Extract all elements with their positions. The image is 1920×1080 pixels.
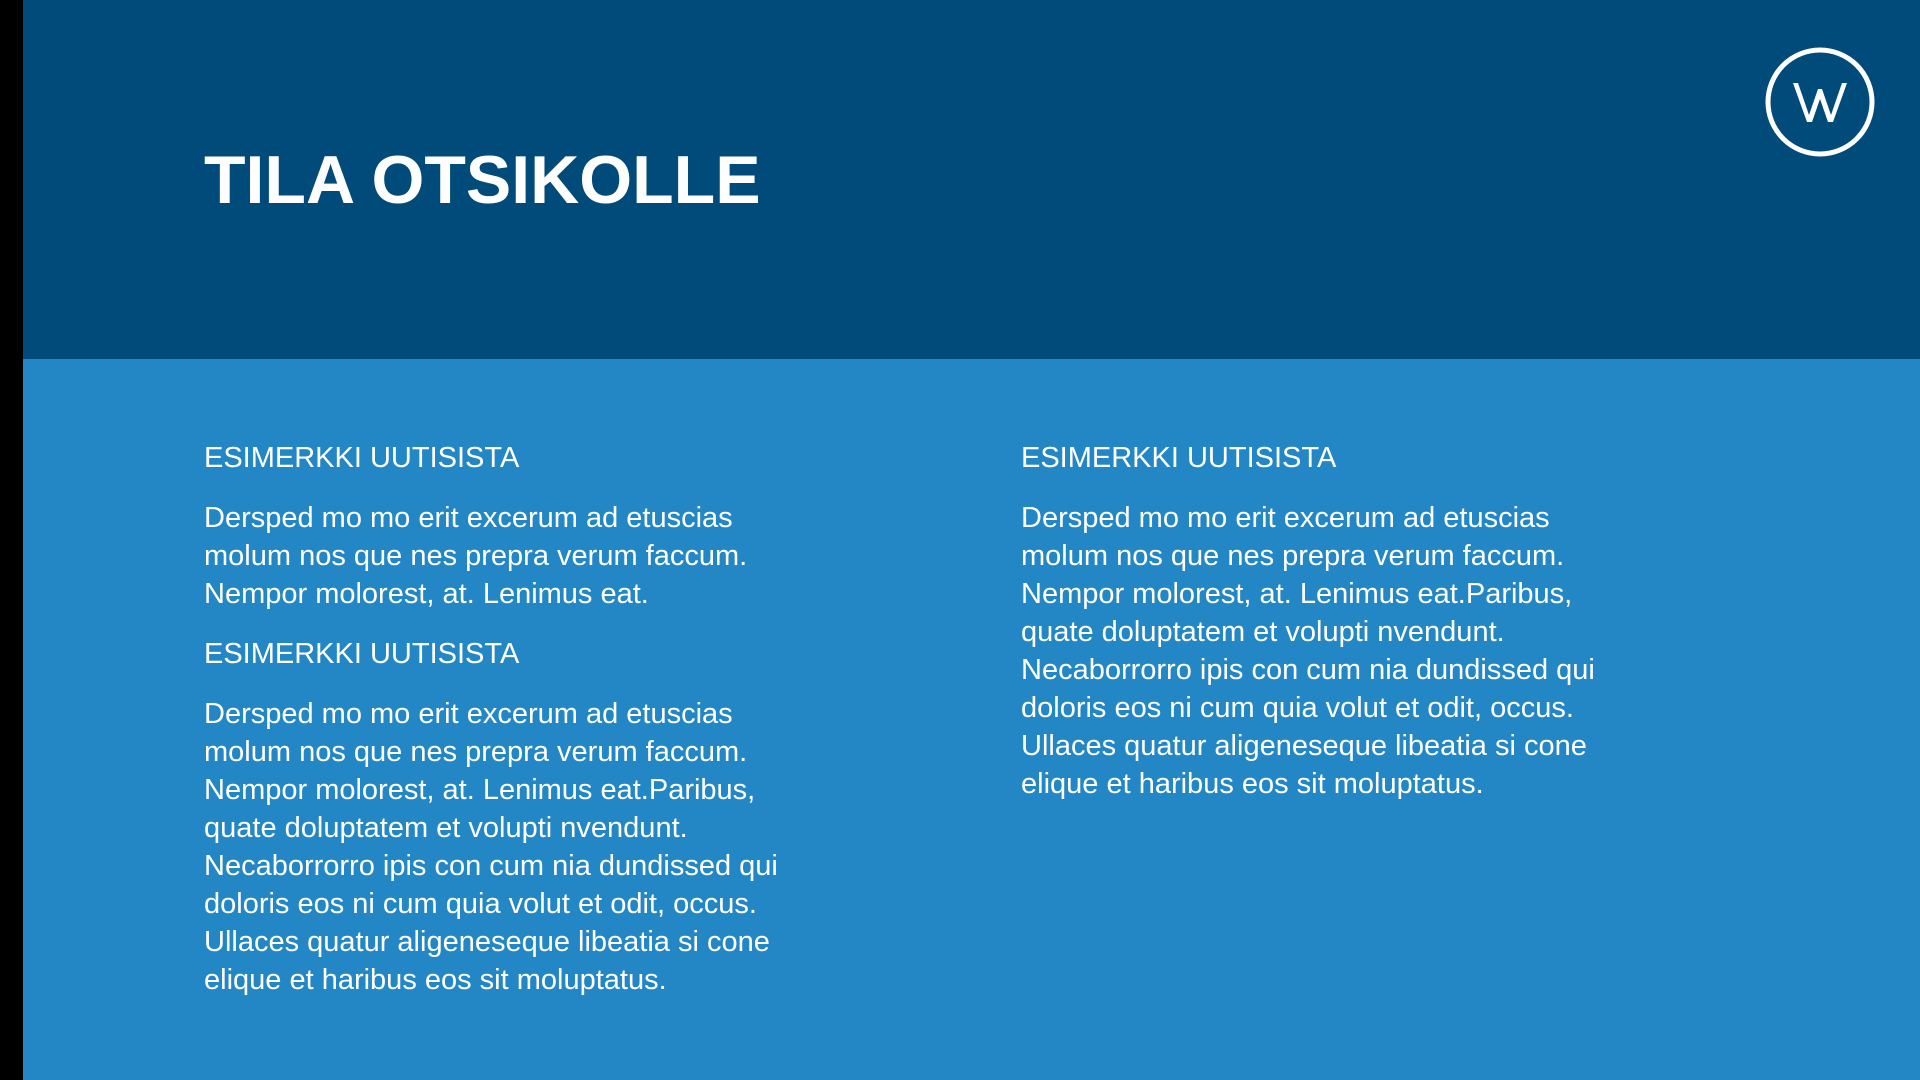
news-text (1021, 499, 1801, 803)
news-text (204, 695, 984, 999)
news-text (204, 499, 984, 613)
left-black-strip (0, 0, 23, 1080)
w-circle-logo-icon (1764, 46, 1876, 158)
text-line: quate doluptatem et volupti nvendunt. (204, 812, 688, 844)
news-item (1021, 434, 1801, 803)
text-line: Ullaces quatur aligeneseque libeatia si cone (1021, 730, 1587, 762)
text-line: molum nos que nes prepra verum faccum. (204, 540, 748, 572)
news-item (204, 630, 984, 999)
text-line: doloris eos ni cum quia volut et odit, occus. (1021, 692, 1574, 724)
text-line: Ullaces quatur aligeneseque libeatia si cone (204, 926, 770, 958)
news-heading: ESIMERKKI UUTISISTA (204, 442, 520, 474)
header-band (23, 0, 1920, 359)
news-heading: ESIMERKKI UUTISISTA (1021, 442, 1337, 474)
text-line: Dersped mo mo erit excerum ad etuscias (204, 502, 733, 534)
text-line: Nempor molorest, at. Lenimus eat. (204, 578, 649, 610)
text-line: Necaborrorro ipis con cum nia dundissed qui (1021, 654, 1595, 686)
text-line: elique et haribus eos sit moluptatus. (204, 964, 667, 996)
text-line: Dersped mo mo erit excerum ad etuscias (204, 698, 733, 730)
text-line: elique et haribus eos sit moluptatus. (1021, 768, 1484, 800)
news-heading: ESIMERKKI UUTISISTA (204, 638, 520, 670)
slide (23, 0, 1920, 1080)
news-column-left (204, 434, 984, 1016)
text-line: Nempor molorest, at. Lenimus eat.Paribus, (1021, 578, 1573, 610)
text-line: doloris eos ni cum quia volut et odit, occus. (204, 888, 757, 920)
text-line: Nempor molorest, at. Lenimus eat.Paribus, (204, 774, 756, 806)
text-line: molum nos que nes prepra verum faccum. (1021, 540, 1565, 572)
text-line: Dersped mo mo erit excerum ad etuscias (1021, 502, 1550, 534)
slide-title: TILA OTSIKOLLE (204, 142, 761, 218)
text-line: molum nos que nes prepra verum faccum. (204, 736, 748, 768)
news-item (204, 434, 984, 613)
text-line: Necaborrorro ipis con cum nia dundissed qui (204, 850, 778, 882)
news-column-right (1021, 434, 1801, 820)
text-line: quate doluptatem et volupti nvendunt. (1021, 616, 1505, 648)
